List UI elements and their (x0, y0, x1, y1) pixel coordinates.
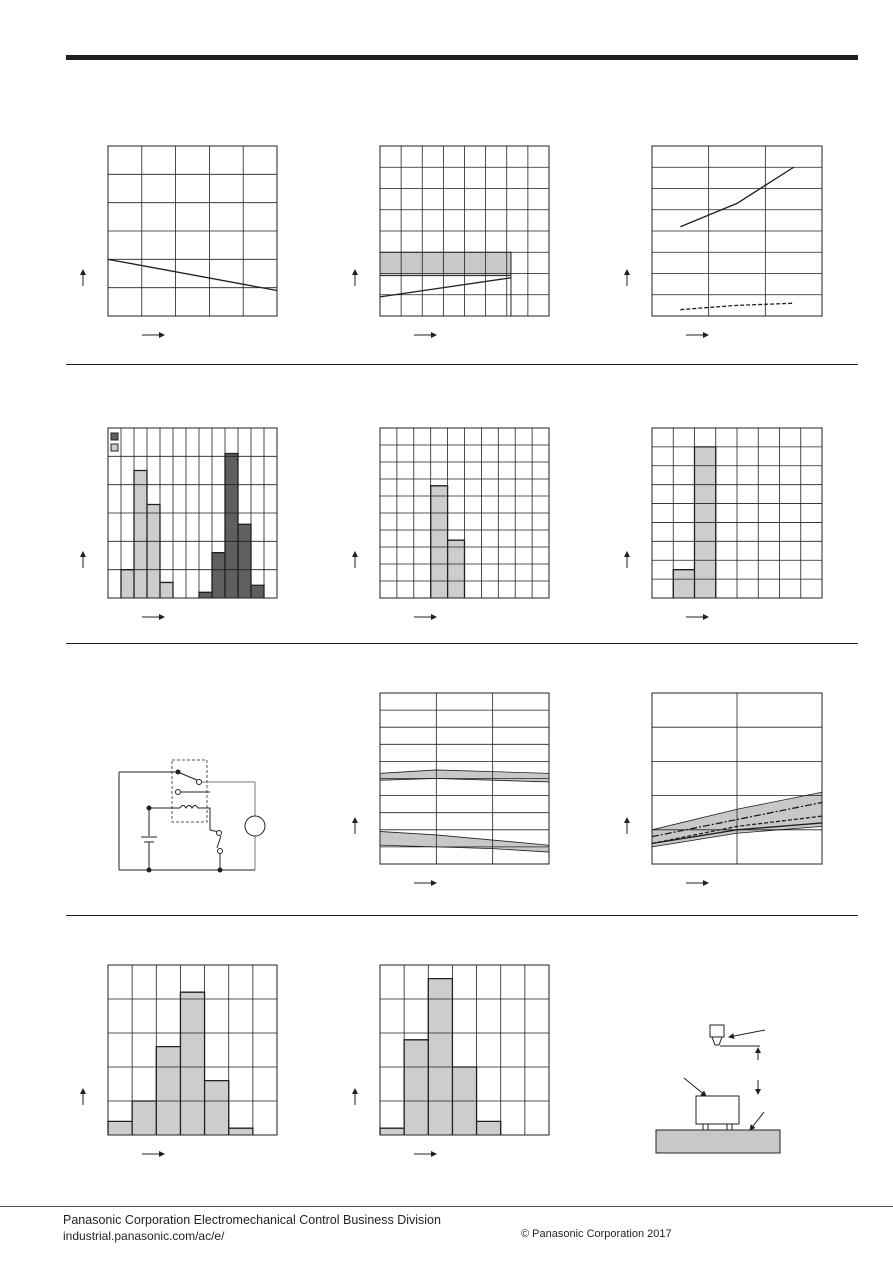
chart-c3 (627, 146, 822, 335)
terminal-dot (197, 780, 202, 785)
switch-contact (217, 836, 221, 848)
terminal-dot (147, 806, 151, 810)
bar-light (156, 1047, 180, 1135)
bar-dark (238, 524, 251, 598)
bar-dark (251, 585, 264, 598)
series-line-dashed (680, 303, 793, 309)
coil-symbol (180, 806, 210, 831)
chart-c7 (355, 693, 549, 883)
chart-c8 (627, 693, 822, 883)
chart-c10 (355, 965, 549, 1154)
circuit-wire (178, 772, 199, 781)
leader-arrow (729, 1030, 765, 1037)
leader-arrow (750, 1112, 764, 1130)
meter-symbol (245, 816, 265, 836)
legend-swatch-dark (111, 433, 118, 440)
test-circuit-diagram (119, 760, 265, 872)
series-line-line (380, 278, 511, 297)
terminal-dot (217, 831, 222, 836)
drop-weight (710, 1025, 724, 1037)
chart-c4 (83, 428, 277, 617)
terminal-dot (176, 790, 181, 795)
bar-light (147, 505, 160, 599)
bar-dark (225, 454, 238, 599)
bar-light (134, 471, 147, 599)
relay-body (696, 1096, 739, 1124)
series-line-solid (680, 167, 793, 227)
shaded-band (380, 770, 549, 782)
relay-pin (727, 1124, 732, 1130)
bar-light (380, 1128, 404, 1135)
charts-layer (83, 146, 822, 1154)
chart-c1 (83, 146, 277, 335)
shaded-band (380, 832, 549, 853)
chart-c9 (83, 965, 277, 1154)
header-rule (66, 55, 858, 60)
terminal-dot (218, 849, 223, 854)
bar-dark (212, 553, 225, 598)
legend-swatch-light (111, 444, 118, 451)
drop-weight-tip (712, 1037, 722, 1045)
footer-url[interactable]: industrial.panasonic.com/ac/e/ (63, 1229, 225, 1243)
base-plate (656, 1130, 780, 1153)
bar-dark (199, 592, 212, 598)
chart-c6 (627, 428, 822, 617)
footer-company: Panasonic Corporation Electromechanical Control Business Division (63, 1213, 441, 1227)
footer-copyright: © Panasonic Corporation 2017 (521, 1228, 672, 1240)
shaded-band (380, 252, 511, 275)
bar-light (121, 570, 134, 598)
bar-light (428, 979, 452, 1135)
bar-light (180, 992, 204, 1135)
terminal-dot (176, 770, 180, 774)
chart-c5 (355, 428, 549, 617)
bar-light (477, 1121, 501, 1135)
leader-arrow (684, 1078, 706, 1096)
bar-light (108, 1121, 132, 1135)
relay-pin (703, 1124, 708, 1130)
bar-light (673, 570, 694, 598)
drop-test-diagram (656, 1025, 780, 1153)
bar-light (404, 1040, 428, 1135)
terminal-dot (218, 868, 222, 872)
bar-light (132, 1101, 156, 1135)
terminal-dot (147, 868, 151, 872)
bar-light (160, 582, 173, 598)
series-line-line (108, 259, 277, 290)
bar-light (448, 540, 465, 598)
bar-light (205, 1081, 229, 1135)
chart-c2 (355, 146, 549, 335)
bar-light (229, 1128, 253, 1135)
